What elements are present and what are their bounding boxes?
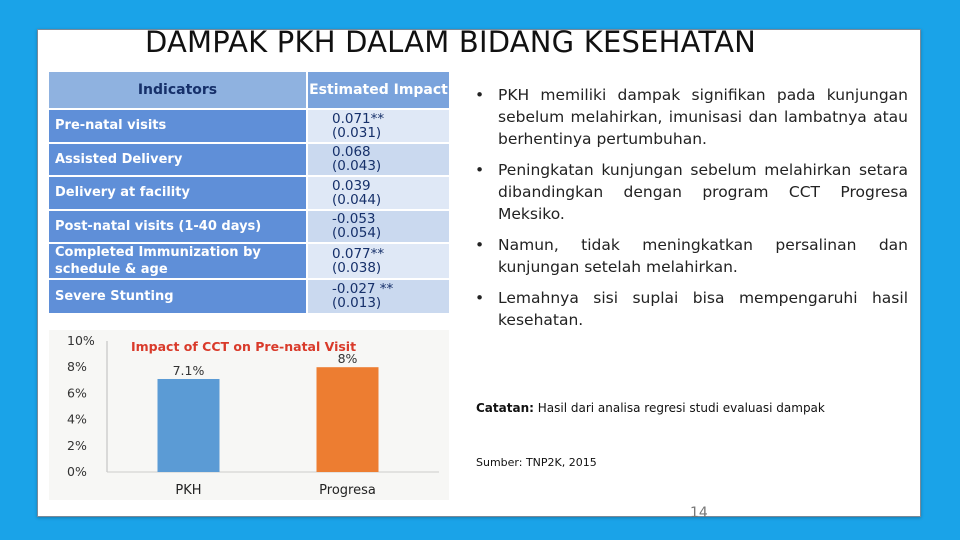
table-row <box>49 109 449 143</box>
indicator-label: Assisted Delivery <box>49 143 307 177</box>
estimate-value: -0.053 <box>332 211 376 228</box>
bullet-marker: • <box>475 161 485 179</box>
impact-table <box>49 72 449 313</box>
page-number: 14 <box>690 505 708 521</box>
bar-progresa <box>317 367 379 472</box>
bullet-list <box>475 84 908 340</box>
bullet-marker: • <box>475 86 485 104</box>
note-label: Catatan: <box>476 401 534 415</box>
table-row <box>49 279 449 313</box>
table-row <box>49 210 449 244</box>
indicator-label: Severe Stunting <box>49 279 307 313</box>
standard-error-value: (0.013) <box>332 295 382 312</box>
x-tick-label: PKH <box>175 483 202 498</box>
table-row <box>49 176 449 210</box>
y-tick-label: 4% <box>67 411 87 427</box>
y-tick-label: 10% <box>67 333 95 348</box>
indicator-label: Post-natal visits (1-40 days) <box>49 210 307 244</box>
slide-title: DAMPAK PKH DALAM BIDANG KESEHATAN <box>145 25 757 59</box>
estimate-value: 0.077** <box>332 246 385 262</box>
standard-error-value: (0.054) <box>332 225 382 242</box>
estimate-value: 0.068 <box>332 144 371 161</box>
bullet-text: Peningkatan kunjungan sebelum melahirkan setara dibandingkan dengan program CCT Progresa Meksiko. <box>498 161 908 223</box>
impact-value <box>307 279 449 313</box>
data-label: 7.1% <box>172 362 205 378</box>
bullet-item <box>475 84 908 150</box>
bullet-marker: • <box>475 236 485 254</box>
pre-natal-impact-chart <box>49 330 449 500</box>
table-row <box>49 143 449 177</box>
impact-value <box>307 210 449 244</box>
standard-error-value: (0.038) <box>332 260 382 276</box>
chart-title: Impact of CCT on Pre-natal Visit <box>131 339 357 354</box>
impact-value <box>307 109 449 143</box>
impact-value <box>307 143 449 177</box>
estimate-value: -0.027 ** <box>332 281 394 298</box>
x-tick-label: Progresa <box>319 483 376 498</box>
bullet-item <box>475 287 908 331</box>
indicator-label: Pre-natal visits <box>49 109 307 143</box>
bullet-marker: • <box>475 289 485 307</box>
bullet-text: PKH memiliki dampak signifikan pada kunjungan sebelum melahirkan, imunisasi dan lambatnya atau berhentinya pertumbuhan. <box>498 86 908 148</box>
table-row <box>49 243 449 279</box>
source-text: Sumber: TNP2K, 2015 <box>476 456 597 469</box>
estimate-value: 0.071** <box>332 110 385 127</box>
note-text <box>476 401 825 415</box>
estimate-value: 0.039 <box>332 177 371 194</box>
y-tick-label: 0% <box>67 464 87 479</box>
y-tick-label: 2% <box>67 437 87 453</box>
data-label: 8% <box>337 351 358 367</box>
standard-error-value: (0.043) <box>332 158 382 175</box>
bullet-text: Namun, tidak meningkatkan persalinan dan kunjungan setelah melahirkan. <box>498 236 908 276</box>
impact-value <box>307 243 449 279</box>
bullet-text: Lemahnya sisi suplai bisa mempengaruhi hasil kesehatan. <box>498 289 908 329</box>
table-header-row <box>49 72 449 109</box>
bullet-item <box>475 234 908 278</box>
indicator-label: Delivery at facility <box>49 176 307 210</box>
impact-value <box>307 176 449 210</box>
column-header-estimated-impact: Estimated Impact <box>307 72 449 109</box>
y-tick-label: 8% <box>67 359 87 375</box>
bullet-item <box>475 159 908 225</box>
standard-error-value: (0.031) <box>332 124 382 141</box>
indicator-label: Completed Immunization by schedule & age <box>49 243 307 279</box>
bar-pkh <box>158 379 220 472</box>
y-tick-label: 6% <box>67 385 87 401</box>
note-body: Hasil dari analisa regresi studi evaluasi dampak <box>533 401 825 415</box>
column-header-indicators: Indicators <box>49 72 307 109</box>
standard-error-value: (0.044) <box>332 191 382 208</box>
